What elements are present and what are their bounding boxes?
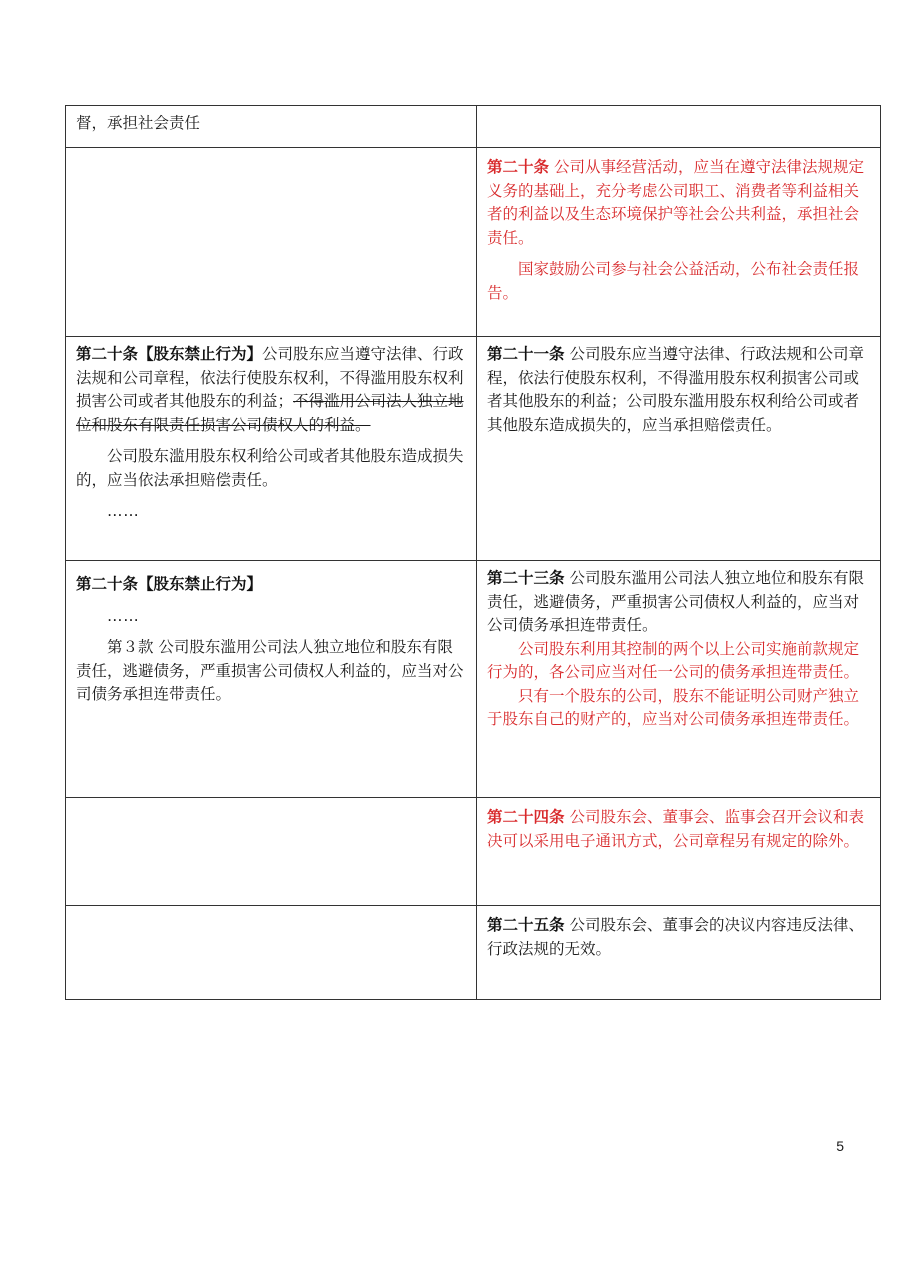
article-title: 第二十一条 [487,345,565,363]
old-text-cell [66,906,477,1000]
old-text-cell [66,561,477,798]
old-text-cell [66,798,477,906]
continued-text: 督，承担社会责任 [76,114,201,132]
table-row [66,798,881,906]
article-title-text: 第二十条【股东禁止行为】 [76,575,263,593]
page-number: 5 [836,1138,844,1154]
new-text-cell [477,798,881,906]
deleted-text: 不得滥用公司法人独立地位和股东有限责任损害公司债权人的利益。 [76,392,464,434]
article-body: 公司股东应当遵守法律、行政法规和公司章程，依法行使股东权利，不得滥用股东权利损害公司或者其他股东的利益；公司股东滥用股东权利给公司或者其他股东造成损失的，应当承担赔偿责任。 [487,345,864,434]
article-paragraph [76,343,466,437]
article-title [76,573,466,597]
article-title: 第二十条【股东禁止行为】 [76,345,263,363]
article-paragraph [487,567,870,638]
table-row [66,906,881,1000]
comparison-table [65,105,881,1000]
article-paragraph: 公司股东利用其控制的两个以上公司实施前款规定行为的，各公司应当对任一公司的债务承担连带责任。 [487,639,860,681]
article-paragraph: 公司股东滥用股东权利给公司或者其他股东造成损失的，应当依法承担赔偿责任。 [76,447,464,489]
new-text-cell [477,561,881,798]
article-title: 第二十五条 [487,916,565,934]
new-text-cell [477,148,881,337]
new-text-cell [477,906,881,1000]
table-row [66,337,881,561]
article-paragraph [487,156,870,250]
punctuation: ； [277,392,294,410]
article-title: 第二十三条 [487,569,565,587]
article-body: 公司股东滥用公司法人独立地位和股东有限责任，逃避债务，严重损害公司债权人利益的，应当对公司债务承担连带责任。 [487,569,864,634]
old-text-cell [66,337,477,561]
article-paragraph: 第３款 公司股东滥用公司法人独立地位和股东有限责任，逃避债务，严重损害公司债权人利益的，应当对公司债务承担连带责任。 [76,638,464,703]
ellipsis-text: …… [107,502,140,520]
article-title: 第二十条 [487,158,550,176]
article-body: 公司股东应当遵守法律、行政法规和公司章程，依法行使股东权利，不得滥用股东权利损害公司或者其他股东的利益 [76,345,464,410]
article-paragraph [487,343,870,437]
old-text-cell [66,106,477,148]
article-body: 公司股东会、董事会、监事会召开会议和表决可以采用电子通讯方式，公司章程另有规定的除外。 [487,808,864,850]
article-paragraph [487,914,870,961]
new-text-cell [477,106,881,148]
new-text-cell [477,337,881,561]
article-body: 公司从事经营活动，应当在遵守法律法规规定义务的基础上，充分考虑公司职工、消费者等利益相关者的利益以及生态环境保护等社会公共利益，承担社会责任。 [487,158,864,247]
article-paragraph [487,806,870,853]
table-row [66,148,881,337]
table-row [66,561,881,798]
article-title: 第二十四条 [487,808,565,826]
table-row [66,106,881,148]
article-paragraph: 只有一个股东的公司，股东不能证明公司财产独立于股东自己的财产的，应当对公司债务承担连带责任。 [487,686,860,728]
article-paragraph: 国家鼓励公司参与社会公益活动，公布社会责任报告。 [487,260,860,302]
article-body: 公司股东会、董事会的决议内容违反法律、行政法规的无效。 [487,916,864,958]
old-text-cell [66,148,477,337]
ellipsis-text: …… [107,606,140,625]
